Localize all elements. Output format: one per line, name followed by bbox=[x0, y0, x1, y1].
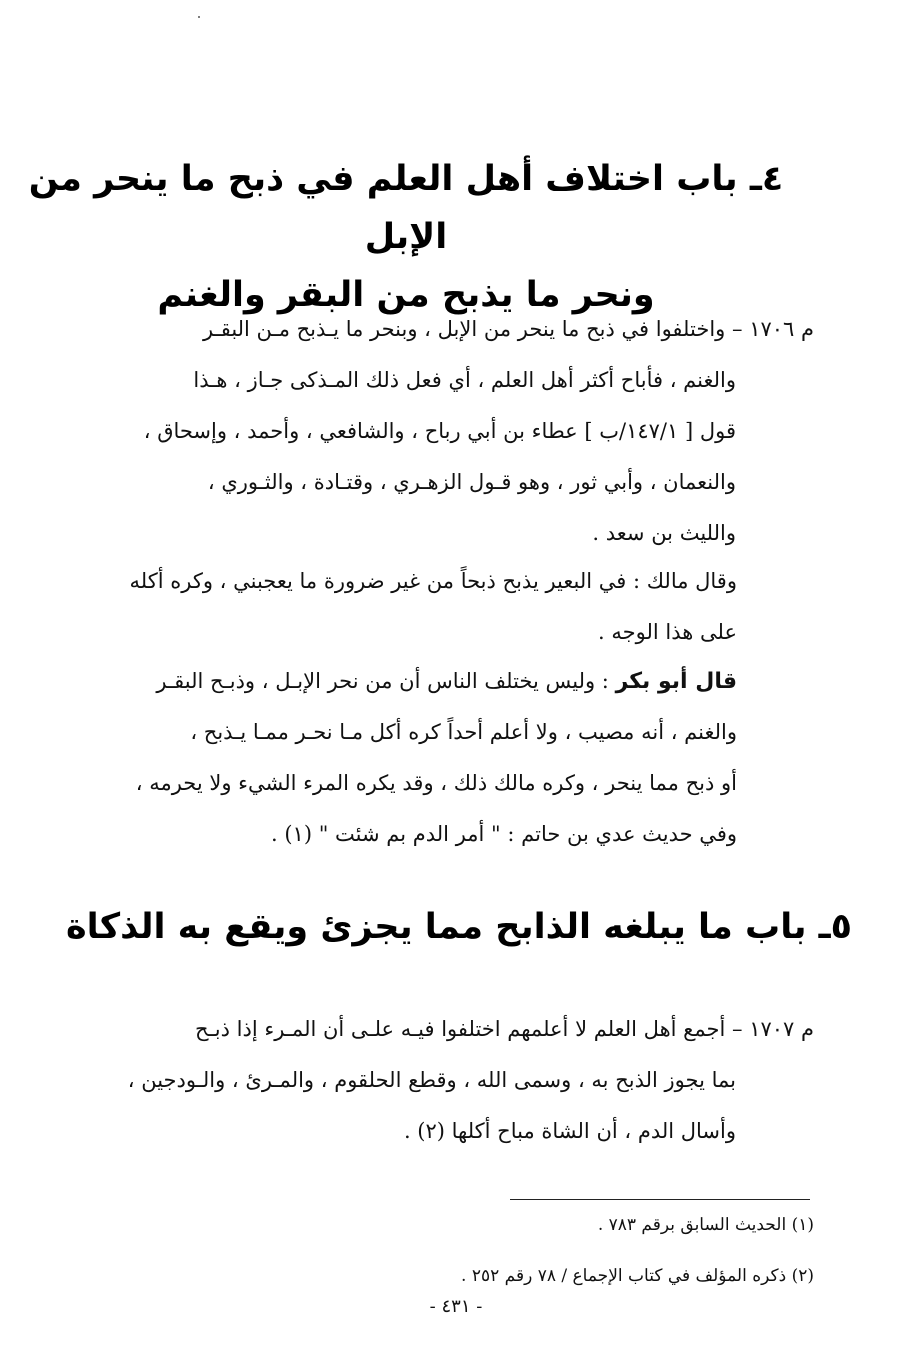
paragraph-1707 bbox=[96, 1004, 814, 1157]
paragraph-malik bbox=[96, 556, 737, 658]
para-1707-line2: بما يجوز الذبح به ، وسمى الله ، وقطع الحلقوم ، والمـرئ ، والـودجين ، bbox=[127, 1068, 736, 1092]
para-1706-line3: قول [ ١٤٧/١/ب ] عطاء بن أبي رباح ، والشافعي ، وأحمد ، وإسحاق ، bbox=[143, 419, 736, 443]
masala-marker-1707: م ١٧٠٧ – bbox=[732, 1017, 814, 1041]
section-4-title-line1: ٤ـ باب اختلاف أهل العلم في ذبح ما ينحر من الإبل bbox=[28, 159, 784, 257]
paragraph-1706 bbox=[96, 304, 814, 559]
footnote-2: (٢) ذكره المؤلف في كتاب الإجماع / ٧٨ رقم ٢٥٢ . bbox=[461, 1266, 814, 1286]
abu-bakr-line3: أو ذبح مما ينحر ، وكره مالك ذلك ، وقد يكره المرء الشيء ولا يحرمه ، bbox=[135, 771, 737, 795]
paragraph-abu-bakr bbox=[96, 656, 737, 860]
para-1707-line1: أجمع أهل العلم لا أعلمهم اختلفوا فيـه علـى أن المـرء إذا ذبـح bbox=[195, 1017, 726, 1041]
speck bbox=[198, 16, 200, 18]
malik-line2: على هذا الوجه . bbox=[598, 620, 737, 644]
page-number: - ٤٣١ - bbox=[429, 1296, 483, 1317]
abu-bakr-speaker: قال أبو بكر bbox=[615, 669, 737, 694]
para-1707-line3: وأسال الدم ، أن الشاة مباح أكلها (٢) . bbox=[403, 1119, 736, 1143]
para-1706-line1: واختلفوا في ذبح ما ينحر من الإبل ، وبنحر ما يـذبح مـن البقـر bbox=[202, 317, 726, 341]
abu-bakr-line4: وفي حديث عدي بن حاتم : " أمر الدم بم شئت " (١) . bbox=[271, 822, 737, 846]
para-1706-line5: والليث بن سعد . bbox=[592, 521, 736, 545]
section-5-heading bbox=[0, 898, 912, 956]
masala-marker-1706: م ١٧٠٦ – bbox=[732, 317, 814, 341]
section-4-heading bbox=[0, 150, 912, 324]
footnote-separator bbox=[510, 1199, 810, 1200]
section-5-title: ٥ـ باب ما يبلغه الذابح مما يجزئ ويقع به الذكاة bbox=[65, 907, 852, 947]
para-1706-line4: والنعمان ، وأبي ثور ، وهو قـول الزهـري ، وقتـادة ، والثـوري ، bbox=[207, 470, 736, 494]
para-1706-line2: والغنم ، فأباح أكثر أهل العلم ، أي فعل ذلك المـذكى جـاز ، هـذا bbox=[193, 368, 736, 392]
abu-bakr-line1: : وليس يختلف الناس أن من نحر الإبـل ، وذبـح البقـر bbox=[156, 669, 609, 693]
section-4-title-line2: ونحر ما يذبح من البقر والغنم bbox=[157, 275, 655, 315]
malik-line1: وقال مالك : في البعير يذبح ذبحاً من غير ضرورة ما يعجبني ، وكره أكله bbox=[129, 569, 737, 593]
abu-bakr-line2: والغنم ، أنه مصيب ، ولا أعلم أحداً كره أكل مـا نحـر ممـا يـذبح ، bbox=[190, 720, 737, 744]
footnote-1: (١) الحديث السابق برقم ٧٨٣ . bbox=[597, 1215, 814, 1235]
